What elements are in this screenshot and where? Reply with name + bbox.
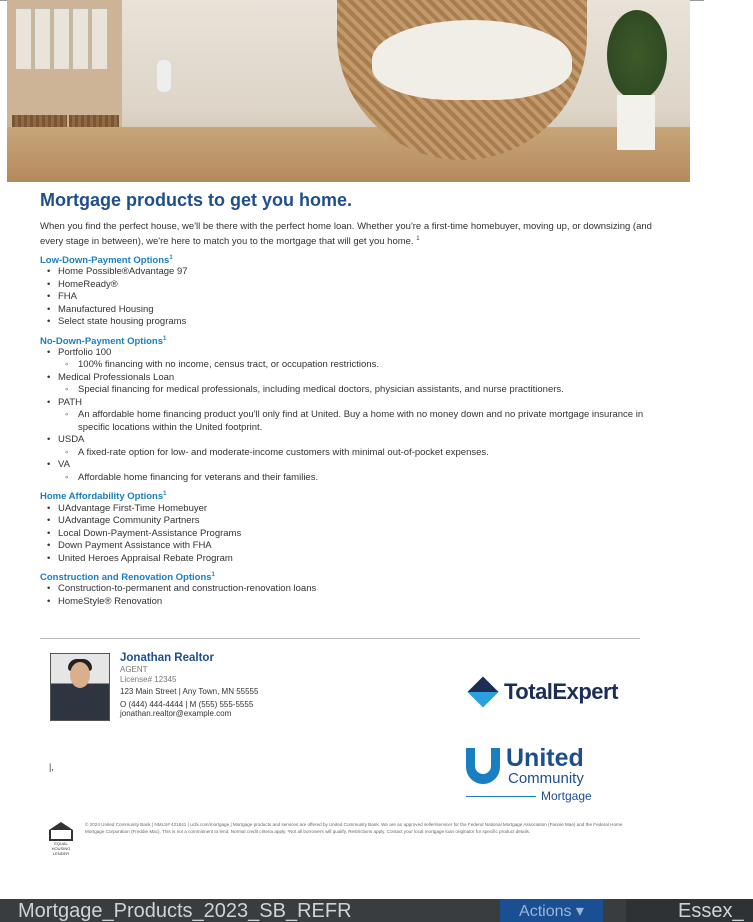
section-heading <box>40 336 660 347</box>
agent-card <box>120 651 258 719</box>
product-list <box>40 583 660 608</box>
list-item-label: USDA <box>58 434 85 446</box>
list-item <box>40 316 660 329</box>
sub-list <box>58 447 660 460</box>
united-community-mortgage-logo <box>466 746 606 806</box>
section-title: Home Affordability Options <box>40 491 164 503</box>
product-list <box>40 266 660 329</box>
vase-decor <box>157 60 171 92</box>
list-item-label: UAdvantage Community Partners <box>58 515 200 527</box>
next-file-name[interactable]: Essex_ <box>678 900 744 922</box>
product-sections <box>40 255 660 608</box>
list-item-label: Local Down-Payment-Assistance Programs <box>58 527 242 539</box>
list-item <box>40 459 660 484</box>
list-item-label: Construction-to-permanent and construction-renovation loans <box>58 583 317 595</box>
section-title: No-Down-Payment Options <box>40 335 163 347</box>
hero-image <box>7 0 690 182</box>
section-footnote: 1 <box>211 572 215 579</box>
list-item <box>40 266 660 279</box>
agent-title: AGENT <box>120 665 148 674</box>
product-list <box>40 347 660 485</box>
plant-pot-decor <box>617 95 655 150</box>
legal-disclaimer: © 2024 United Community Bank | NMLS# 421841 | ucbi.com/mortgage | Mortgage products and services are offered by United Community Bank. We are an approved seller/servicer for the Federal National Mortgage Association (Fannie Mae) and the Federal Home Mortgage Corporation (Freddie Mac). This is not a commitment to lend. Normal credit criteria apply. ¹Not all borrowers will qualify. Restrictions apply. Contact your local mortgage loan originator for specific product details. <box>85 822 623 834</box>
sub-list-item: ◦ An affordable home financing product you'll only find at United. Buy a home with no money down and no private mortgage insurance in specific locations within the United footprint. <box>58 409 660 434</box>
intro-text: When you find the perfect house, we'll be there with the perfect home loan. Whether you're a first-time homebuyer, moving up, or downsizing (and every stage in between), we're here to match you to the mortgage that will get you home. <box>40 221 652 248</box>
sub-list-item: ◦ Special financing for medical professionals, including medical doctors, physician assistants, and nurse practitioners. <box>58 384 660 397</box>
divider <box>40 638 640 639</box>
product-list <box>40 503 660 566</box>
section-footnote: 1 <box>169 255 173 262</box>
sub-list <box>58 384 660 397</box>
agent-phones: O (444) 444-4444 | M (555) 555-5555 <box>120 699 254 709</box>
intro-paragraph <box>40 221 660 248</box>
list-item <box>40 347 660 372</box>
list-item <box>40 279 660 292</box>
list-item-label: FHA <box>58 291 77 303</box>
section-heading <box>40 491 660 502</box>
list-item-label: Select state housing programs <box>58 316 187 328</box>
sub-list-item: ◦ Affordable home financing for veterans and their families. <box>58 472 660 485</box>
list-item-label: Down Payment Assistance with FHA <box>58 540 212 552</box>
file-bar <box>0 899 753 922</box>
crop-mark <box>690 0 704 1</box>
cushion-decor <box>372 20 572 100</box>
document-content <box>40 190 660 608</box>
agent-avatar <box>50 653 110 721</box>
list-item-label: Home Possible®Advantage 97 <box>58 266 188 278</box>
next-file-tab[interactable] <box>626 899 753 922</box>
list-item-label: VA <box>58 459 70 471</box>
ucm-line1: United <box>506 744 584 772</box>
list-item <box>40 528 660 541</box>
list-item <box>40 503 660 516</box>
sub-list <box>58 472 660 485</box>
section-heading <box>40 255 660 266</box>
equal-housing-lender-icon <box>47 822 75 856</box>
text-cursor: |, <box>49 762 54 772</box>
section-title: Construction and Renovation Options <box>40 572 212 584</box>
list-item-label: United Heroes Appraisal Rebate Program <box>58 552 233 564</box>
list-item <box>40 596 660 609</box>
list-item <box>40 304 660 317</box>
list-item <box>40 515 660 528</box>
plant-decor <box>607 10 667 100</box>
sub-list-item: ◦ 100% financing with no income, census tract, or occupation restrictions. <box>58 359 660 372</box>
list-item-label: Medical Professionals Loan <box>58 371 175 383</box>
sub-list-item: ◦ A fixed-rate option for low- and moderate-income customers with minimal out-of-pocket expenses. <box>58 447 660 460</box>
equal-housing-label: EQUAL HOUSING LENDER <box>51 841 71 856</box>
list-item <box>40 553 660 566</box>
agent-email[interactable]: jonathan.realtor@example.com <box>120 709 232 718</box>
sub-list <box>58 409 660 434</box>
list-item-label: Portfolio 100 <box>58 346 112 358</box>
section-footnote: 1 <box>163 491 167 498</box>
section-title: Low-Down-Payment Options <box>40 255 170 267</box>
list-item-label: HomeReady® <box>58 278 118 290</box>
page-title: Mortgage products to get you home. <box>40 190 353 210</box>
agent-license: License# 12345 <box>120 674 177 684</box>
list-item <box>40 540 660 553</box>
agent-name: Jonathan Realtor <box>120 652 214 664</box>
section-footnote: 1 <box>162 335 167 342</box>
list-item-label: PATH <box>58 396 82 408</box>
list-item <box>40 291 660 304</box>
u-mark-icon <box>466 748 500 784</box>
floor-decor <box>7 127 690 182</box>
list-item-label: HomeStyle® Renovation <box>58 595 163 607</box>
ucm-line3: Mortgage <box>541 789 592 803</box>
section-heading <box>40 572 660 583</box>
diamond-icon <box>467 676 498 707</box>
total-expert-logo <box>472 679 618 705</box>
sub-list <box>58 359 660 372</box>
total-expert-wordmark: TotalExpert <box>504 679 618 704</box>
list-item <box>40 397 660 435</box>
agent-address: 123 Main Street | Any Town, MN 55555 <box>120 687 259 696</box>
list-item-label: Manufactured Housing <box>58 303 154 315</box>
list-item <box>40 372 660 397</box>
list-item-label: UAdvantage First-Time Homebuyer <box>58 502 208 514</box>
intro-footnote: 1 <box>416 236 420 242</box>
actions-button[interactable]: Actions ▾ <box>500 899 603 922</box>
ucm-line2: Community <box>508 770 584 787</box>
file-name[interactable]: Mortgage_Products_2023_SB_REFR <box>18 900 352 922</box>
list-item <box>40 434 660 459</box>
list-item <box>40 583 660 596</box>
